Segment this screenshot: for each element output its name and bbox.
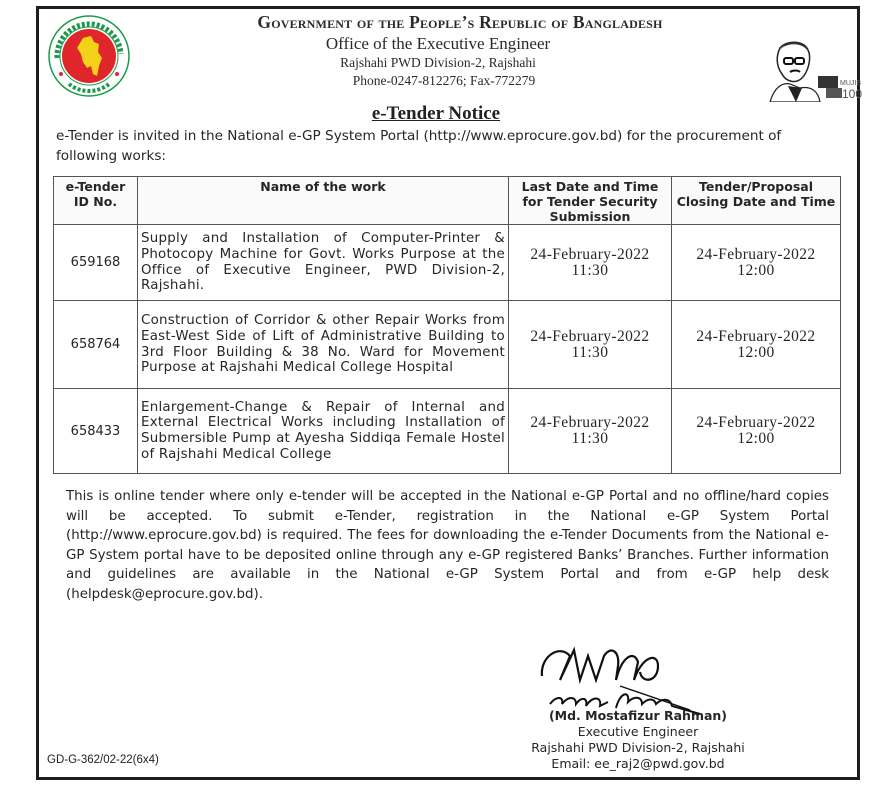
tender-id: 658764 <box>54 301 138 389</box>
svg-text:MUJIB: MUJIB <box>840 80 861 87</box>
table-row <box>54 225 841 301</box>
office-heading: Office of the Executive Engineer <box>325 34 551 53</box>
closing-deadline <box>672 225 841 301</box>
instructions-paragraph: This is online tender where only e-tender will be accepted in the National e-GP Portal and no offline/hard copies will be accepted. To submit e-Tender, registration in the National e-GP System Portal (http://www.eprocure.gov.bd) is required. The fees for downloading the e-Tender Documents from the National e-GP System portal have to be deposited online through any e-GP registered Banks’ Branches. Further information and guidelines are available in the National e-GP System Portal and from e-GP help desk (helpdesk@eprocure.gov.bd). <box>66 489 829 602</box>
work-name: Enlargement-Change & Repair of Internal and External Electrical Works including Installation of Submersible Pump at Ayesha Siddiqa Female Hostel of Rajshahi Medical College <box>138 389 509 474</box>
signatory-name: (Md. Mostafizur Rahman) <box>548 708 728 723</box>
closing-time: 12:00 <box>737 430 775 447</box>
security-time: 11:30 <box>571 343 609 361</box>
tender-id: 659168 <box>54 225 138 301</box>
table-header-row <box>54 177 841 225</box>
header-closing-date: Tender/Proposal Closing Date and Time <box>672 177 841 225</box>
security-deadline <box>509 225 672 301</box>
tender-table <box>53 176 841 474</box>
security-date: 24-February-2022 <box>530 414 650 431</box>
government-heading: Government of the People’s Republic of Bangladesh <box>257 12 663 32</box>
header-tender-id: e-Tender ID No. <box>54 177 138 225</box>
closing-deadline <box>672 389 841 474</box>
security-date: 24-February-2022 <box>530 327 650 345</box>
mujib-100-portrait-icon <box>760 38 870 102</box>
security-date: 24-February-2022 <box>530 245 650 263</box>
contact-line: Phone-0247-812276; Fax-772279 <box>352 73 536 88</box>
svg-text:100: 100 <box>842 87 863 101</box>
tender-id: 658433 <box>54 389 138 474</box>
security-time: 11:30 <box>571 430 609 447</box>
table-row <box>54 389 841 474</box>
closing-date: 24-February-2022 <box>696 414 816 431</box>
signatory-email: Email: ee_raj2@pwd.gov.bd <box>551 756 725 771</box>
closing-deadline <box>672 301 841 389</box>
table-row <box>54 301 841 389</box>
work-name: Construction of Corridor & other Repair Works from East-West Side of Lift of Administrative Building to 3rd Floor Building & 38 No. Ward for Movement Purpose at Rajshahi Medical College Hospital <box>138 301 509 389</box>
closing-date: 24-February-2022 <box>696 245 816 263</box>
signature-block <box>500 708 776 772</box>
division-address: Rajshahi PWD Division-2, Rajshahi <box>340 55 536 70</box>
security-time: 11:30 <box>571 261 609 279</box>
work-name: Supply and Installation of Computer-Printer & Photocopy Machine for Govt. Works Purpose at the Office of Executive Engineer, PWD Division-2, Rajshahi. <box>138 225 509 301</box>
handwritten-signature-icon <box>530 636 780 716</box>
closing-time: 12:00 <box>737 343 775 361</box>
closing-date: 24-February-2022 <box>696 327 816 345</box>
notice-title: e-Tender Notice <box>371 103 501 124</box>
signatory-office: Rajshahi PWD Division-2, Rajshahi <box>531 740 745 755</box>
security-deadline <box>509 301 672 389</box>
notice-intro: e-Tender is invited in the National e-GP System Portal (http://www.eprocure.gov.bd) for the procurement of following works: <box>56 128 782 164</box>
publication-code: GD-G-362/02-22(6x4) <box>47 754 159 766</box>
signatory-designation: Executive Engineer <box>577 724 699 739</box>
security-deadline <box>509 389 672 474</box>
header-work-name: Name of the work <box>138 177 509 225</box>
header-security-deadline: Last Date and Time for Tender Security Submission <box>509 177 672 225</box>
closing-time: 12:00 <box>737 261 775 279</box>
